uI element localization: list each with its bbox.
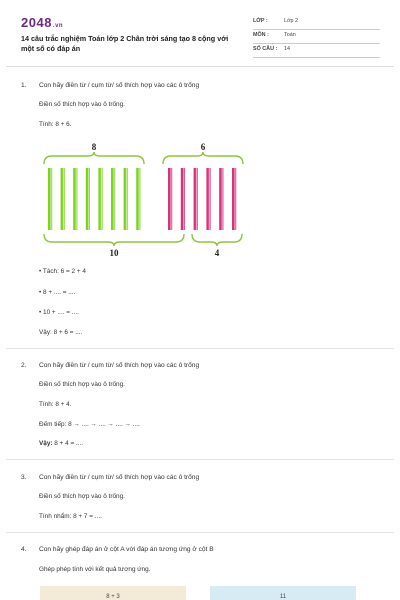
answer-line[interactable]: • 10 + .... = .... (39, 309, 79, 316)
question-instruction: Điền số thích hợp vào ô trống. (39, 493, 125, 500)
question-number: 4. (21, 546, 27, 553)
question-prompt: Con hãy điền từ / cụm từ/ số thích hợp vào các ô trống (39, 362, 200, 369)
question-instruction: Điền số thích hợp vào ô trống. (39, 381, 125, 388)
meta-value: Lớp 2 (284, 18, 299, 24)
green-stick-highlight (101, 168, 102, 230)
answer-line[interactable]: Vậy: 8 + 6 = .... (39, 329, 83, 336)
meta-value: Toán (284, 32, 296, 38)
question-divider (6, 532, 394, 533)
green-stick-highlight (88, 168, 89, 230)
answer-line[interactable]: • 8 + .... = .... (39, 289, 76, 296)
question-number: 3. (21, 474, 27, 481)
figure-label-top-left: 8 (91, 142, 97, 152)
match-cell-b[interactable] (210, 586, 356, 600)
logo-suffix: .vn (52, 23, 64, 29)
figure-label-bottom-left: 10 (109, 248, 119, 258)
question-task: Tính: 8 + 6. (39, 121, 72, 128)
result-expr: 8 + 4 = .... (52, 440, 84, 447)
sticks-group (48, 168, 236, 230)
figure-label-bottom-right: 4 (214, 248, 220, 258)
meta-value: 14 (284, 46, 290, 52)
site-logo[interactable] (21, 15, 63, 30)
meta-row-subject (253, 30, 380, 44)
meta-label: MÔN : (253, 32, 269, 38)
answer-line: • Tách: 6 = 2 + 4 (39, 268, 86, 275)
meta-label: LỚP : (253, 18, 268, 24)
green-stick-highlight (139, 168, 140, 230)
document-title: 14 câu trắc nghiệm Toán lớp 2 Chân trời sáng tạo 8 cộng với một số có đáp án (21, 34, 229, 53)
green-stick-highlight (63, 168, 64, 230)
logo-main: 2048 (21, 15, 52, 30)
question-number: 2. (21, 362, 27, 369)
question-number: 1. (21, 82, 27, 89)
page-header (0, 0, 400, 70)
question-prompt: Con hãy điền từ / cụm từ/ số thích hợp vào các ô trống (39, 474, 200, 481)
match-cell-text: 11 (279, 594, 287, 600)
question-instruction: Điền số thích hợp vào ô trống. (39, 101, 125, 108)
pink-stick-highlight (170, 168, 171, 230)
result-line[interactable] (39, 440, 83, 447)
question-prompt: Con hãy điền từ / cụm từ/ số thích hợp vào các ô trống (39, 82, 200, 89)
brace-top-left (44, 152, 144, 164)
figure-label-top-right: 6 (200, 142, 206, 152)
green-stick-highlight (76, 168, 77, 230)
result-label: Vậy: (39, 440, 53, 447)
question-divider (6, 459, 394, 460)
meta-info (253, 16, 380, 58)
question-task[interactable]: Tính nhẩm: 8 + 7 = .... (39, 513, 102, 520)
question-task: Tính: 8 + 4. (39, 401, 72, 408)
green-stick-highlight (50, 168, 51, 230)
stick-figure (0, 138, 400, 268)
meta-label: SỐ CÂU : (253, 46, 278, 52)
pink-stick-highlight (183, 168, 184, 230)
pink-stick-highlight (222, 168, 223, 230)
pink-stick-highlight (209, 168, 210, 230)
header-divider (6, 66, 394, 67)
question-prompt: Con hãy ghép đáp án ở cột A với đáp án tương ứng ở cột B (39, 546, 214, 553)
count-line[interactable]: Đếm tiếp: 8 → .... → .... → .... → .... (39, 421, 140, 428)
green-stick-highlight (113, 168, 114, 230)
question-instruction: Ghép phép tính với kết quả tương ứng. (39, 566, 151, 573)
pink-stick-highlight (196, 168, 197, 230)
pink-stick-highlight (234, 168, 235, 230)
match-cell-text: 8 + 3 (106, 594, 120, 600)
meta-row-class (253, 16, 380, 30)
meta-row-count (253, 44, 380, 58)
brace-bottom-left (44, 234, 184, 246)
brace-top-right (163, 152, 243, 164)
match-cell-a[interactable] (40, 586, 186, 600)
question-divider (6, 348, 394, 349)
green-stick-highlight (126, 168, 127, 230)
brace-bottom-right (192, 234, 242, 246)
